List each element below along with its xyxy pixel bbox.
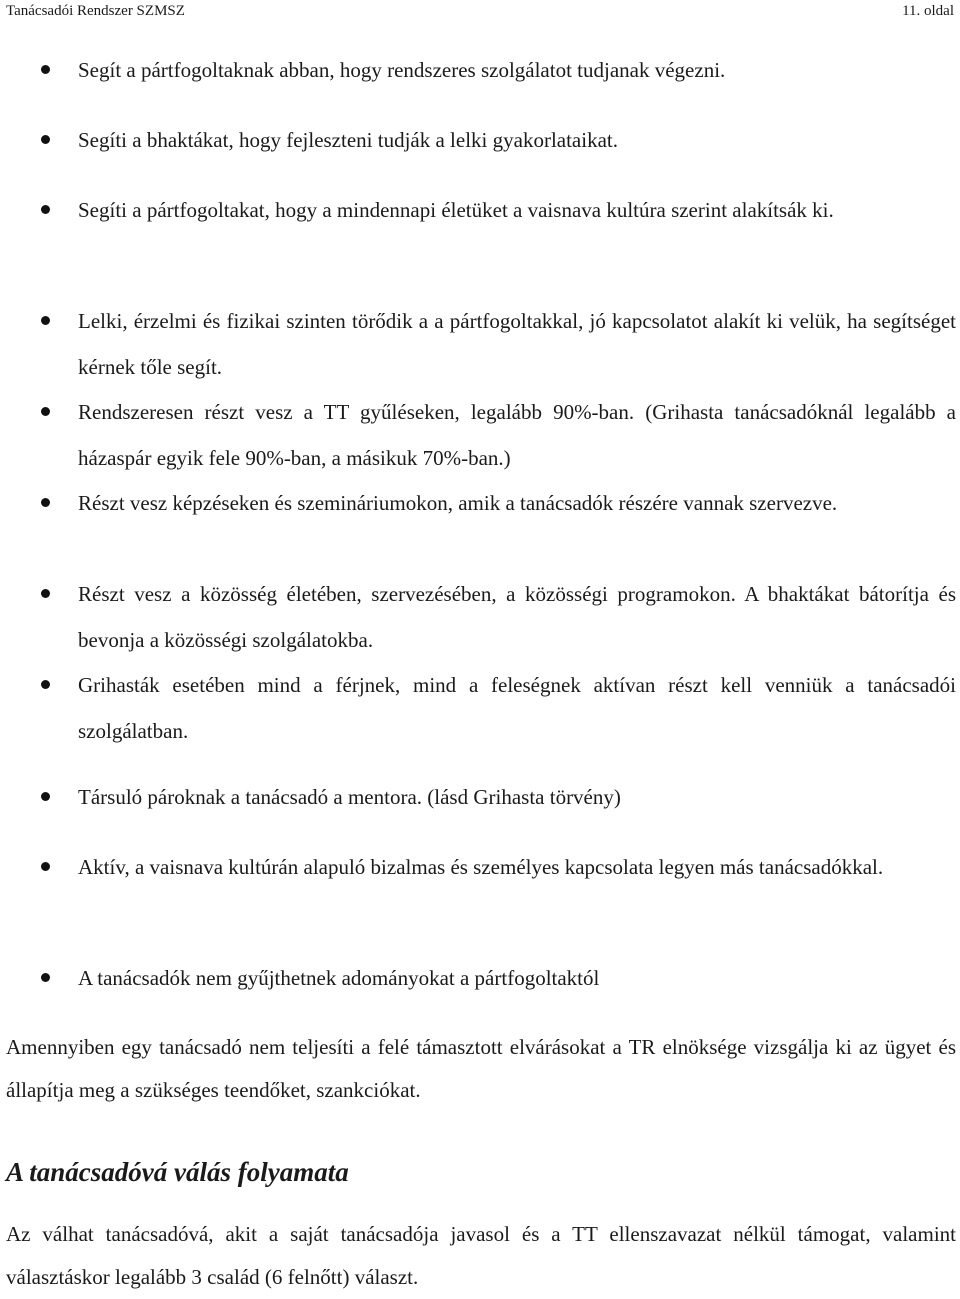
list-item-text: Részt vesz a közösség életében, szervezésében, a közösségi programokon. A bhaktákat bátorítja és bevonja a közösségi szolgálatokba. bbox=[78, 582, 956, 652]
document-title: Tanácsadói Rendszer SZMSZ bbox=[6, 3, 185, 19]
bullet-icon bbox=[41, 680, 50, 689]
list-item bbox=[78, 774, 956, 820]
bullet-icon bbox=[41, 135, 50, 144]
list-item bbox=[78, 662, 956, 754]
list-item bbox=[78, 571, 956, 663]
list-item bbox=[78, 47, 956, 93]
list-item bbox=[78, 844, 956, 890]
bullet-icon bbox=[41, 792, 50, 801]
page-header bbox=[6, 0, 954, 22]
list-item bbox=[78, 955, 956, 1001]
list-item-text: Segíti a pártfogoltakat, hogy a mindennapi életüket a vaisnava kultúra szerint alakítsák ki. bbox=[78, 198, 834, 222]
section-heading: A tanácsadóvá válás folyamata bbox=[6, 1157, 349, 1187]
bullet-icon bbox=[41, 498, 50, 507]
list-item bbox=[78, 298, 956, 390]
bullet-icon bbox=[41, 407, 50, 416]
bullet-icon bbox=[41, 316, 50, 325]
list-item-text: Segít a pártfogoltaknak abban, hogy rendszeres szolgálatot tudjanak végezni. bbox=[78, 58, 726, 82]
list-item-text: Lelki, érzelmi és fizikai szinten törődik a a pártfogoltakkal, jó kapcsolatot alakít ki velük, ha segítséget kérnek tőle segít. bbox=[78, 309, 956, 379]
bullet-icon bbox=[41, 205, 50, 214]
bullet-icon bbox=[41, 589, 50, 598]
list-item-text: Társuló pároknak a tanácsadó a mentora. (lásd Grihasta törvény) bbox=[78, 785, 621, 809]
list-item bbox=[78, 389, 956, 481]
bullet-icon bbox=[41, 65, 50, 74]
list-item-text: Aktív, a vaisnava kultúrán alapuló bizalmas és személyes kapcsolata legyen más tanácsadókkal. bbox=[78, 855, 884, 879]
list-item-text: Segíti a bhaktákat, hogy fejleszteni tudják a lelki gyakorlataikat. bbox=[78, 128, 618, 152]
bullet-icon bbox=[41, 973, 50, 982]
page-number: 11. oldal bbox=[902, 3, 954, 19]
list-item-text: Rendszeresen részt vesz a TT gyűléseken, legalább 90%-ban. (Grihasta tanácsadóknál legalább a házaspár egyik fele 90%-ban, a másikuk 70%-ban.) bbox=[78, 400, 956, 470]
list-item-text: Grihasták esetében mind a férjnek, mind a feleségnek aktívan részt kell venniük a tanácsadói szolgálatban. bbox=[78, 673, 956, 743]
list-item bbox=[78, 117, 956, 163]
list-item-text: A tanácsadók nem gyűjthetnek adományokat a pártfogoltaktól bbox=[78, 966, 600, 990]
bullet-icon bbox=[41, 862, 50, 871]
list-item-text: Részt vesz képzéseken és szemináriumokon, amik a tanácsadók részére vannak szervezve. bbox=[78, 491, 838, 515]
body-paragraph: Amennyiben egy tanácsadó nem teljesíti a felé támasztott elvárásokat a TR elnöksége vizsgálja ki az ügyet és állapítja meg a szükséges teendőket, szankciókat. bbox=[6, 1035, 956, 1102]
list-item bbox=[78, 187, 956, 233]
body-paragraph: Az válhat tanácsadóvá, akit a saját tanácsadója javasol és a TT ellenszavazat nélkül támogat, valamint választáskor legalább 3 család (6 felnőtt) választ. bbox=[6, 1222, 956, 1289]
list-item bbox=[78, 480, 956, 526]
